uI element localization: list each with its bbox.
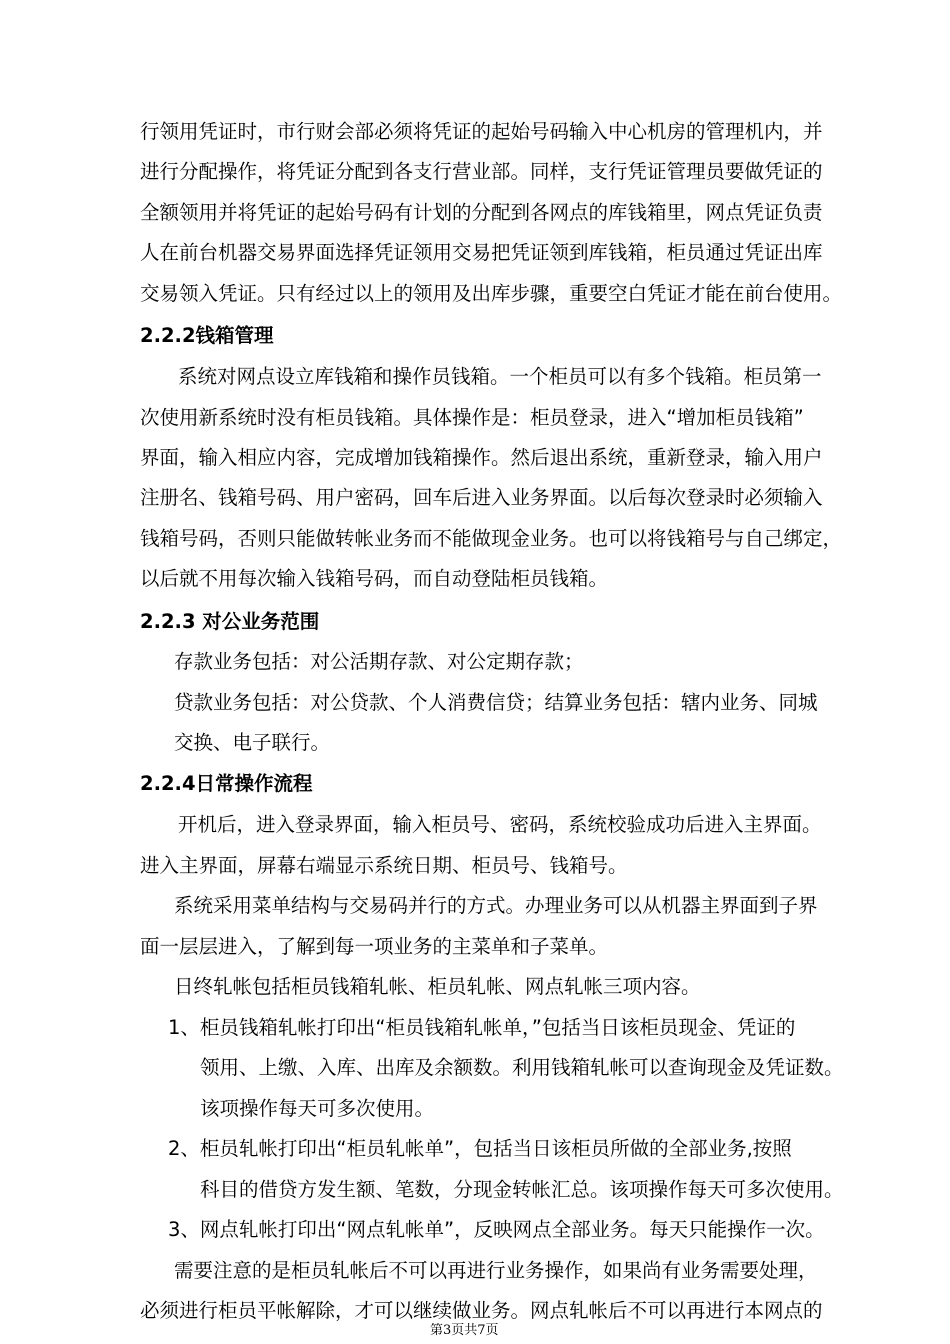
text-line: 界面，输入相应内容，完成增加钱箱操作。然后退出系统，重新登录，输入用户 (140, 446, 823, 469)
text-line: 全额领用并将凭证的起始号码有计划的分配到各网点的库钱箱里，网点凭证负责 (140, 201, 823, 224)
text-line: 领用、上缴、入库、出库及余额数。利用钱箱轧帐可以查询现金及凭证数。 (200, 1056, 844, 1079)
text-line: 交易领入凭证。只有经过以上的领用及出库步骤，重要空白凭证才能在前台使用。 (140, 282, 843, 305)
text-line: 人在前台机器交易界面选择凭证领用交易把凭证领到库钱箱，柜员通过凭证出库 (140, 241, 823, 264)
text-line: 面一层层进入，了解到每一项业务的主菜单和子菜单。 (140, 935, 609, 958)
list-item: 3、网点轧帐打印出“网点轧帐单”，反映网点全部业务。每天只能操作一次。 (168, 1218, 825, 1241)
text-line: 贷款业务包括：对公贷款、个人消费信贷；结算业务包括：辖内业务、同城 (174, 691, 818, 714)
section-heading: 2.2.3 对公业务范围 (140, 610, 320, 633)
text-line: 次使用新系统时没有柜员钱箱。具体操作是：柜员登录，进入“增加柜员钱箱” (140, 406, 804, 429)
text-line: 存款业务包括：对公活期存款、对公定期存款； (174, 650, 584, 673)
list-item: 2、柜员轧帐打印出“柜员轧帐单”，包括当日该柜员所做的全部业务,按照 (168, 1137, 792, 1160)
text-line: 行领用凭证时，市行财会部必须将凭证的起始号码输入中心机房的管理机内，并 (140, 120, 823, 143)
text-line: 注册名、钱箱号码、用户密码，回车后进入业务界面。以后每次登录时必须输入 (140, 486, 823, 509)
text-line: 系统采用菜单结构与交易码并行的方式。办理业务可以从机器主界面到子界 (174, 894, 818, 917)
text-line: 系统对网点设立库钱箱和操作员钱箱。一个柜员可以有多个钱箱。柜员第一 (178, 365, 822, 388)
text-line: 交换、电子联行。 (174, 731, 331, 754)
text-line: 需要注意的是柜员轧帐后不可以再进行业务操作，如果尚有业务需要处理， (174, 1259, 818, 1282)
list-item: 1、柜员钱箱轧帐打印出“柜员钱箱轧帐单，”包括当日该柜员现金、凭证的 (168, 1016, 796, 1039)
text-line: 该项操作每天可多次使用。 (200, 1097, 435, 1120)
text-line: 进行分配操作，将凭证分配到各支行营业部。同样，支行凭证管理员要做凭证的 (140, 160, 823, 183)
section-heading: 2.2.2钱箱管理 (140, 324, 274, 347)
text-line: 开机后，进入登录界面，输入柜员号、密码，系统校验成功后进入主界面。 (178, 813, 822, 836)
text-line: 钱箱号码，否则只能做转帐业务而不能做现金业务。也可以将钱箱号与自己绑定， (140, 527, 843, 550)
page-number: 第3页共7页 (430, 1323, 499, 1338)
text-line: 以后就不用每次输入钱箱号码，而自动登陆柜员钱箱。 (140, 567, 609, 590)
text-line: 进入主界面，屏幕右端显示系统日期、柜员号、钱箱号。 (140, 854, 628, 877)
text-line: 日终轧帐包括柜员钱箱轧帐、柜员轧帐、网点轧帐三项内容。 (174, 975, 701, 998)
text-line: 必须进行柜员平帐解除，才可以继续做业务。网点轧帐后不可以再进行本网点的 (140, 1299, 823, 1322)
section-heading: 2.2.4日常操作流程 (140, 772, 313, 795)
text-line: 科目的借贷方发生额、笔数，分现金转帐汇总。该项操作每天可多次使用。 (200, 1178, 844, 1201)
